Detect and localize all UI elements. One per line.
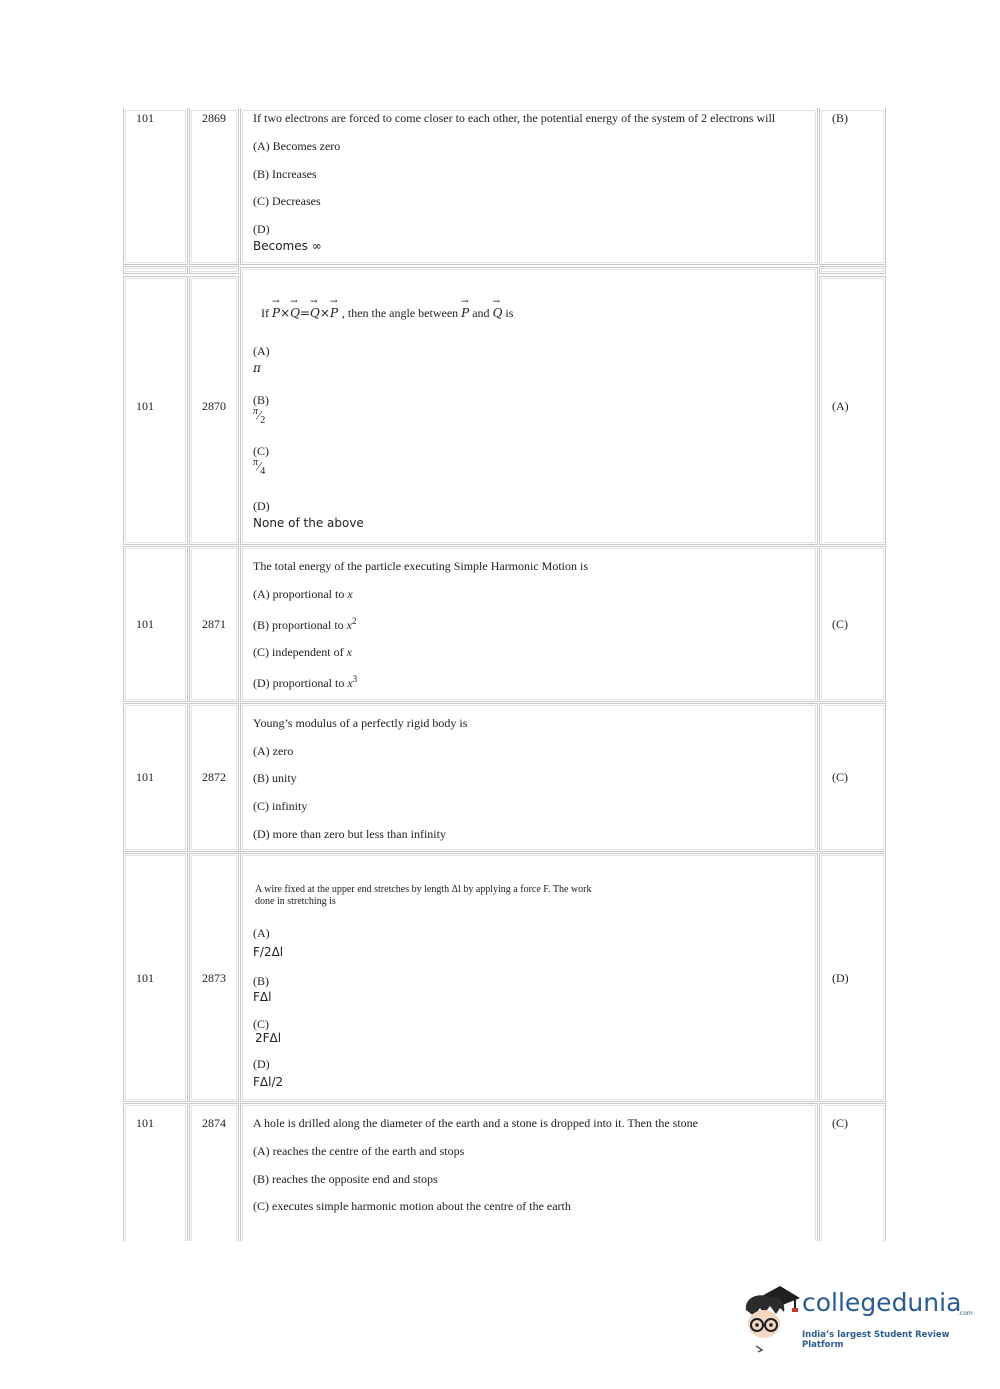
table-row	[123, 108, 886, 265]
question-text	[261, 306, 513, 321]
option-b: (B)	[253, 974, 269, 988]
question-line-1: A wire fixed at the upper end stretches by length Δl by applying a force F. The work	[255, 884, 592, 895]
option-a: (A) zero	[253, 744, 294, 758]
option-b: (B)	[253, 393, 269, 407]
option-a-value: F/2Δl	[253, 945, 284, 959]
question-and: and	[472, 306, 490, 320]
answer: (D)	[832, 971, 849, 985]
logo-name: collegedunia	[802, 1288, 962, 1317]
subject-code-cell	[123, 276, 188, 545]
question-id: 2869	[202, 111, 226, 125]
subject-code: 101	[136, 1116, 154, 1130]
option-c: (C)	[253, 444, 269, 458]
option-b: (B) reaches the opposite end and stops	[253, 1172, 438, 1186]
subject-code-cell	[123, 546, 188, 702]
question-cell	[240, 267, 818, 545]
question-cell	[240, 546, 818, 702]
option-a: (A) proportional to x	[253, 587, 353, 601]
question-text: Young’s modulus of a perfectly rigid body is	[253, 716, 468, 730]
answer-cell	[819, 546, 886, 702]
option-d: (D) more than zero but less than infinity	[253, 827, 446, 841]
question-end: is	[505, 306, 514, 320]
option-d: (D)	[253, 222, 270, 236]
vector-q: → Q	[290, 306, 300, 320]
vector-q: → Q	[310, 306, 320, 320]
question-cell	[240, 853, 818, 1102]
question-id-cell	[189, 276, 239, 545]
option-d: (D) proportional to $x^3$	[253, 674, 358, 690]
question-prefix: If	[261, 306, 269, 320]
question-text	[255, 884, 655, 908]
answer: (A)	[832, 399, 849, 413]
option-d: (D)	[253, 499, 270, 513]
option-b-value: $^\pi⁄_2$	[253, 406, 266, 426]
logo-suffix: .com	[958, 1310, 973, 1317]
answer: (B)	[832, 111, 848, 125]
option-b: (B) unity	[253, 771, 297, 785]
option-c: (C) Decreases	[253, 194, 321, 208]
logo-tagline: India’s largest Student Review Platform	[802, 1330, 950, 1350]
option-b: (B) proportional to $x^2$	[253, 616, 357, 632]
cross-product-equation: → P×→ Q=→ Q×→ P	[272, 306, 342, 320]
option-c: (C) infinity	[253, 799, 308, 813]
option-c: (C)	[253, 1017, 269, 1031]
question-text: The total energy of the particle executing Simple Harmonic Motion is	[253, 559, 589, 573]
table-row	[123, 1103, 886, 1241]
table-row	[123, 703, 886, 852]
table-row	[123, 546, 886, 702]
question-cell	[240, 703, 818, 852]
question-id-cell	[189, 853, 239, 1102]
answer: (C)	[832, 617, 848, 631]
option-d-value: Becomes ∞	[253, 239, 322, 253]
option-c-value: $^\pi⁄_4$	[253, 457, 266, 477]
answer-cell	[819, 703, 886, 852]
vector-p: → P	[272, 306, 280, 320]
question-table	[123, 108, 886, 1241]
option-b: (B) Increases	[253, 167, 317, 181]
subject-code-cell	[123, 1103, 188, 1241]
question-id-cell	[189, 108, 239, 265]
answer-cell	[819, 853, 886, 1102]
option-d-value: FΔl/2	[253, 1075, 284, 1089]
table-row	[123, 267, 886, 545]
answer: (C)	[832, 1116, 848, 1130]
subject-code-cell	[123, 853, 188, 1102]
subject-code: 101	[136, 971, 154, 985]
subject-code: 101	[136, 770, 154, 784]
option-d-value: None of the above	[253, 516, 364, 530]
question-id-cell	[189, 1103, 239, 1241]
option-b-value: FΔl	[253, 990, 272, 1004]
option-c: (C) executes simple harmonic motion about the centre of the earth	[253, 1199, 571, 1213]
option-c-value: 2FΔl	[255, 1031, 282, 1045]
subject-code-cell	[123, 703, 188, 852]
question-text: If two electrons are forced to come closer to each other, the potential energy of the system of 2 electrons will	[253, 111, 776, 125]
table-row	[123, 853, 886, 1102]
question-line-2: done in stretching is	[255, 896, 336, 907]
option-d: (D)	[253, 1057, 270, 1071]
question-id: 2873	[202, 971, 226, 985]
question-text: A hole is drilled along the diameter of the earth and a stone is dropped into it. Then the stone	[253, 1116, 699, 1130]
question-id-cell	[189, 546, 239, 702]
vector-p: → P	[461, 306, 469, 320]
collegedunia-logo[interactable]	[740, 1284, 973, 1354]
subject-code: 101	[136, 111, 154, 125]
question-id: 2874	[202, 1116, 226, 1130]
question-id-cell	[189, 703, 239, 852]
question-cell	[240, 108, 818, 265]
answer-cell	[819, 108, 886, 265]
answer: (C)	[832, 770, 848, 784]
option-a: (A)	[253, 344, 270, 358]
vector-p: → P	[330, 306, 338, 320]
option-a: (A) Becomes zero	[253, 139, 341, 153]
question-id: 2870	[202, 399, 226, 413]
option-a: (A) reaches the centre of the earth and stops	[253, 1144, 465, 1158]
answer-cell	[819, 1103, 886, 1241]
option-c: (C) independent of x	[253, 645, 352, 659]
option-a: (A)	[253, 926, 270, 940]
question-suffix: , then the angle between	[341, 306, 459, 320]
mascot-icon	[740, 1284, 802, 1354]
option-a-value: π	[253, 361, 261, 375]
question-id: 2871	[202, 617, 226, 631]
subject-code: 101	[136, 617, 154, 631]
answer-cell	[819, 276, 886, 545]
vector-q: → Q	[493, 306, 503, 320]
subject-code: 101	[136, 399, 154, 413]
question-cell	[240, 1103, 818, 1241]
question-id: 2872	[202, 770, 226, 784]
subject-code-cell	[123, 108, 188, 265]
